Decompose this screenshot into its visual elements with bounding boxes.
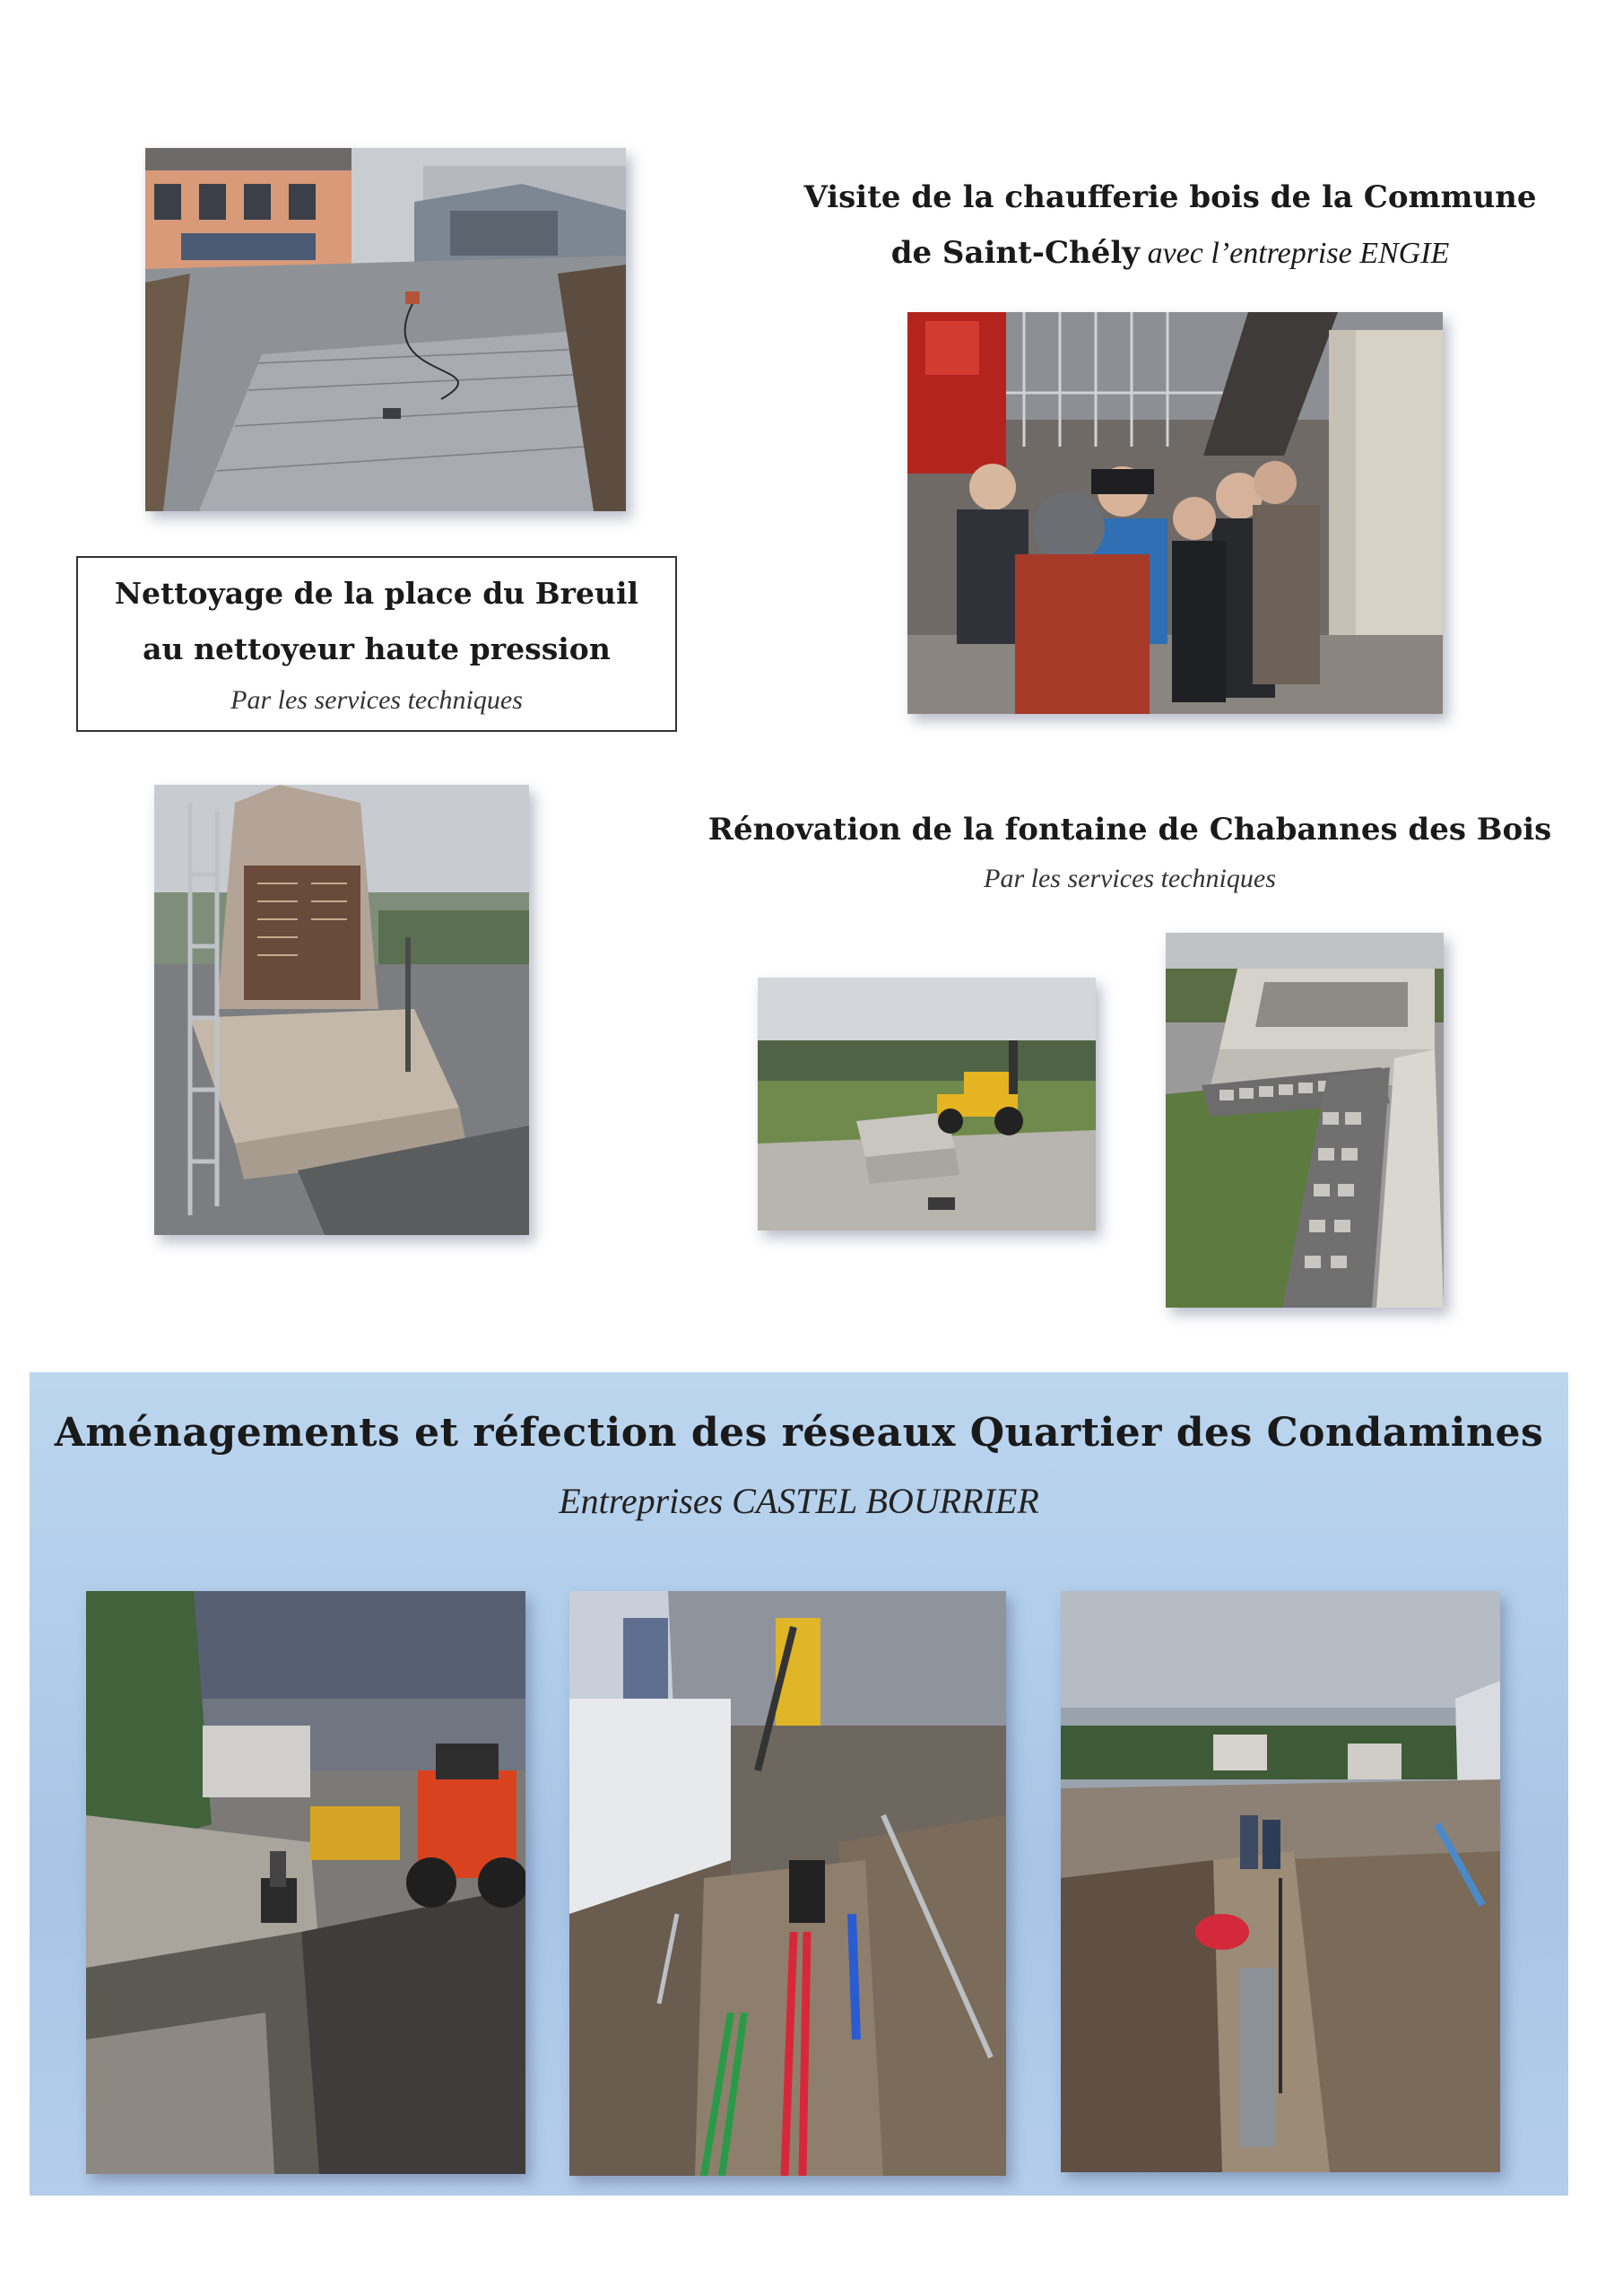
photo-condamines-reseaux (1061, 1591, 1500, 2172)
photo-fontaine-paves (1166, 933, 1444, 1308)
breuil-title-line2: au nettoyeur haute pression (143, 631, 611, 666)
photo-condamines-tranchee (569, 1591, 1006, 2176)
chaufferie-title-line1: Visite de la chaufferie bois de la Commune (803, 179, 1537, 215)
chaufferie-company: avec l’entreprise ENGIE (1140, 237, 1450, 270)
breuil-caption-box (76, 556, 677, 732)
chaufferie-place: de Saint-Chély (890, 235, 1141, 271)
photo-chaufferie-visite (907, 312, 1443, 714)
breuil-title-line1: Nettoyage de la place du Breuil (114, 576, 639, 611)
condamines-panel (30, 1372, 1568, 2196)
fontaine-title: Rénovation de la fontaine de Chabannes des Bois (707, 812, 1552, 848)
condamines-subtitle: Entreprises CASTEL BOURRIER (559, 1481, 1039, 1521)
photo-condamines-compacteur (86, 1591, 525, 2174)
breuil-credit: Par les services techniques (230, 685, 523, 715)
photo-place-du-breuil (145, 148, 626, 511)
condamines-title: Aménagements et réfection des réseaux Quartier des Condamines (54, 1410, 1544, 1456)
fontaine-credit: Par les services techniques (984, 864, 1276, 893)
chaufferie-title-line2 (789, 235, 1551, 271)
photo-monument-echafaudage (154, 785, 529, 1235)
fontaine-caption (681, 812, 1578, 901)
photo-fontaine-pelleteuse (758, 978, 1096, 1231)
chaufferie-caption (789, 179, 1551, 278)
